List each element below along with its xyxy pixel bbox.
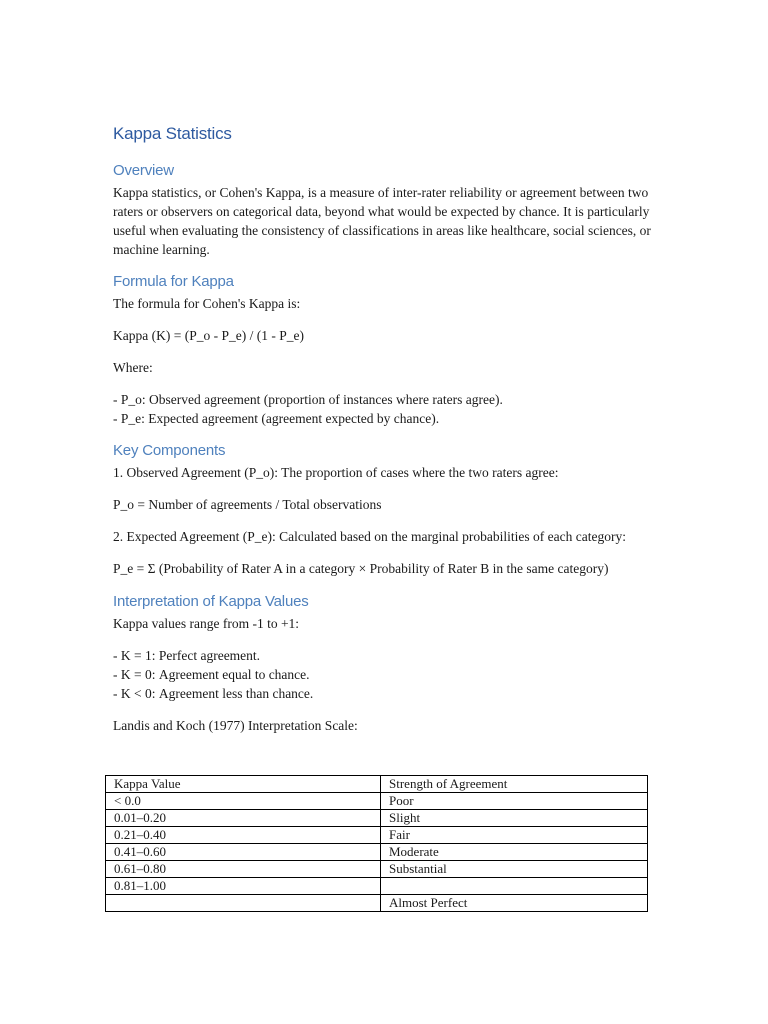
table-row (106, 861, 648, 878)
interpretation-scale-label: Landis and Koch (1977) Interpretation Scale: (113, 718, 358, 733)
formula-bullet-pe: - P_e: Expected agreement (agreement expected by chance). (113, 411, 440, 426)
overview-heading: Overview (113, 162, 174, 179)
interpretation-heading: Interpretation of Kappa Values (113, 593, 309, 610)
component-item-observed: 1. Observed Agreement (P_o): The proportion of cases where the two raters agree: (113, 465, 559, 480)
interpretation-table (105, 775, 648, 912)
table-cell-strength: Fair (381, 827, 648, 844)
table-header-kappa: Kappa Value (106, 776, 381, 793)
table-cell-kappa: 0.21–0.40 (106, 827, 381, 844)
components-heading: Key Components (113, 442, 226, 459)
interpretation-bullet-perfect: - Κ = 1: Perfect agreement. (113, 648, 261, 663)
table-cell-strength: Substantial (381, 861, 648, 878)
interpretation-range: Kappa values range from -1 to +1: (113, 616, 300, 631)
table-header-row (106, 776, 648, 793)
component-equation-pe: P_e = Σ (Probability of Rater A in a category × Probability of Rater B in the same category) (113, 561, 609, 576)
table-cell-kappa: 0.41–0.60 (106, 844, 381, 861)
table-row (106, 878, 648, 895)
overview-paragraph: Kappa statistics, or Cohen's Kappa, is a measure of inter-rater reliability or agreement between two raters or observers on categorical data, beyond what would be expected by chance. It is particularly useful when evaluating the consistency of classifications in areas like healthcare, social sciences, or machine learning. (113, 185, 651, 257)
table-row (106, 844, 648, 861)
table-cell-strength: Almost Perfect (381, 895, 648, 912)
component-equation-po: P_o = Number of agreements / Total observations (113, 497, 382, 512)
table-row (106, 895, 648, 912)
table-cell-kappa: < 0.0 (106, 793, 381, 810)
table-cell-kappa: 0.61–0.80 (106, 861, 381, 878)
table-cell-kappa (106, 895, 381, 912)
formula-intro: The formula for Cohen's Kappa is: (113, 296, 301, 311)
formula-where: Where: (113, 360, 153, 375)
document-title: Kappa Statistics (113, 124, 232, 143)
table-cell-strength (381, 878, 648, 895)
table-row (106, 793, 648, 810)
table-cell-strength: Moderate (381, 844, 648, 861)
interpretation-bullet-less: - Κ < 0: Agreement less than chance. (113, 686, 314, 701)
interpretation-bullet-chance: - Κ = 0: Agreement equal to chance. (113, 667, 310, 682)
document-body (113, 124, 653, 735)
table-cell-kappa: 0.01–0.20 (106, 810, 381, 827)
table-cell-strength: Poor (381, 793, 648, 810)
table-cell-kappa: 0.81–1.00 (106, 878, 381, 895)
table-cell-strength: Slight (381, 810, 648, 827)
table-header-strength: Strength of Agreement (381, 776, 648, 793)
table-row (106, 827, 648, 844)
formula-heading: Formula for Kappa (113, 273, 234, 290)
component-item-expected: 2. Expected Agreement (P_e): Calculated based on the marginal probabilities of each category: (113, 529, 626, 544)
formula-equation: Kappa (Κ) = (P_o - P_e) / (1 - P_e) (113, 328, 304, 343)
table-row (106, 810, 648, 827)
formula-bullet-po: - P_o: Observed agreement (proportion of instances where raters agree). (113, 392, 503, 407)
